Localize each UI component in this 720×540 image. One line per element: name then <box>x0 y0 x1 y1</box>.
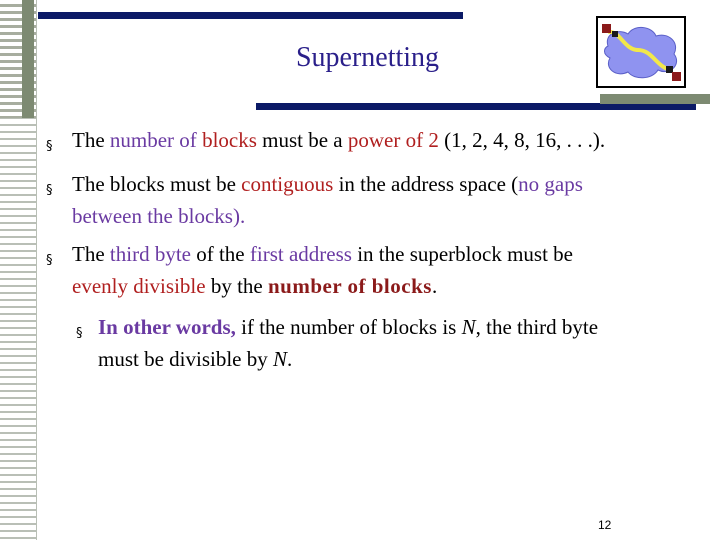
bullet-text: The <box>72 242 110 266</box>
bullet-text: of the <box>196 242 250 266</box>
bullet-text: by the <box>210 274 268 298</box>
bullet-item-2 <box>46 168 706 232</box>
emphasis-text: blocks <box>202 128 263 152</box>
title-underline-rule <box>256 103 696 110</box>
emphasis-text: contiguous <box>241 172 339 196</box>
bullet-text: (1, 2, 4, 8, 16, . . .). <box>444 128 606 152</box>
emphasis-text: no gaps <box>518 172 583 196</box>
bullet-text: The blocks must be <box>72 172 242 196</box>
bullet-marker: § <box>46 253 53 268</box>
bullet-text: The <box>72 128 110 152</box>
corner-accent-bar <box>600 94 710 104</box>
variable-text: N <box>273 347 288 371</box>
network-cloud-icon <box>596 16 686 88</box>
bullet-text: in the superblock must be <box>357 242 573 266</box>
emphasis-text: power of 2 <box>347 128 445 152</box>
top-rule <box>38 12 463 19</box>
bullet-marker: § <box>76 326 83 341</box>
emphasis-text: third byte <box>109 242 197 266</box>
emphasis-text: number of <box>109 128 203 152</box>
emphasis-text: evenly divisible <box>72 274 211 298</box>
bullet-text: in the address space ( <box>338 172 519 196</box>
bullet-text: must be a <box>262 128 348 152</box>
variable-text: N <box>461 315 476 339</box>
bullet-text: . <box>287 347 293 371</box>
bullet-text: , the third byte <box>475 315 599 339</box>
emphasis-text: first address <box>249 242 358 266</box>
bullet-item-1 <box>46 124 706 156</box>
slide-title: Supernetting <box>295 42 440 73</box>
page-number: 12 <box>598 518 612 532</box>
bullet-text: must be divisible by <box>98 347 273 371</box>
bullet-text: . <box>431 274 438 298</box>
emphasis-text: between the blocks). <box>72 204 246 228</box>
emphasis-text: number of blocks <box>267 274 432 298</box>
sub-bullet-item <box>76 311 706 375</box>
bullet-text: if the number of blocks is <box>241 315 462 339</box>
bullet-item-3 <box>46 238 706 302</box>
bullet-marker: § <box>46 139 53 154</box>
emphasis-text: In other words, <box>98 315 242 339</box>
bullet-marker: § <box>46 183 53 198</box>
